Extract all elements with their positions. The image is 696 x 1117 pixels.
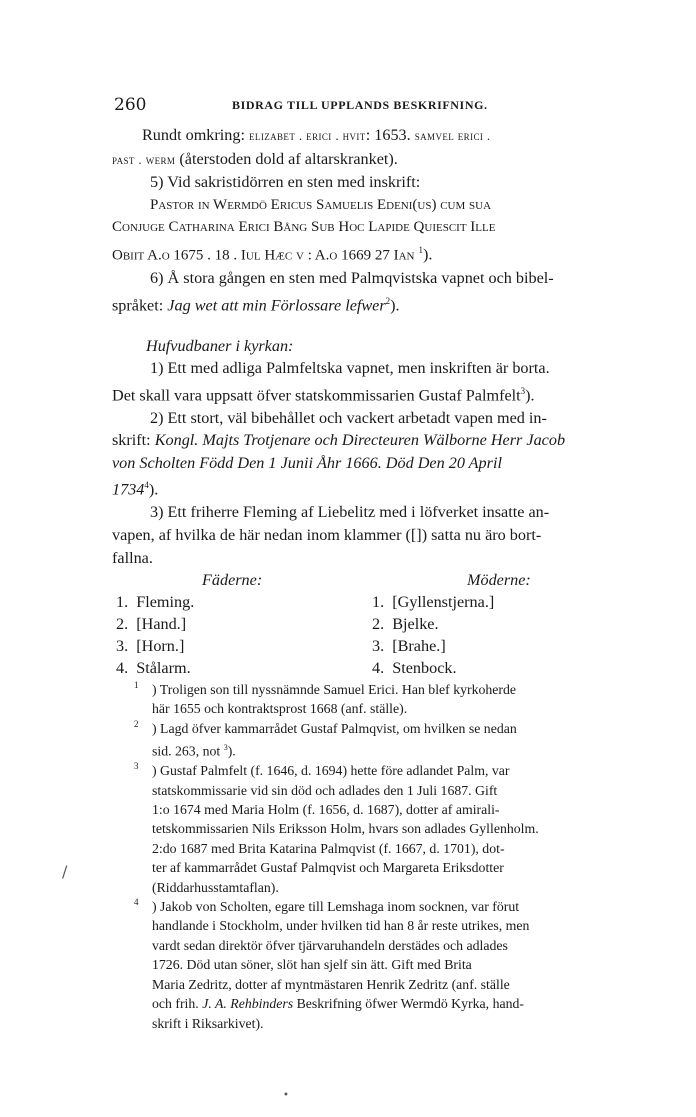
running-title: BIDRAG TILL UPPLANDS BESKRIFNING.: [232, 98, 488, 112]
inscription-line: Pastor in Wermdö Ericus Samuelis Edeni(us) cum sua: [150, 196, 492, 213]
paragraph-line: 1) Ett med adliga Palmfeltska vapnet, men inskriften är borta.: [150, 359, 550, 378]
paragraph-line: 1734$^4$).: [112, 480, 159, 499]
paragraph-line: von Scholten Född Den 1 Junii Åhr 1666. Död Den 20 April: [112, 453, 502, 472]
footnote-1: 1 ) Troligen son till nyssnämnde Samuel Erici. Han blef kyrkoherde här 1655 och kontraktsprost 1668 (anf. ställe).: [134, 680, 517, 717]
paragraph-line: 5) Vid sakristidörren en sten med inskrift:: [150, 173, 421, 192]
fatherside-heading: Fäderne:: [202, 571, 263, 590]
paragraph-line: fallna.: [112, 548, 153, 567]
pencil-mark-icon: /: [62, 862, 68, 881]
paragraph-line: skrift: Kongl. Majts Trotjenare och Directeuren Wälborne Herr Jacob: [112, 431, 566, 450]
inscription-line: Conjuge Catharina Erici Bång Sub Hoc Lapide Quiescit Ille: [112, 219, 496, 236]
footnote-4: 4 ) Jakob von Scholten, egare till Lemshaga inom socknen, var förut handlande i Stockholm, under hvilken tid han 8 år reste utrikes, men vardt sedan direktör öfver tjärvaruhandeln derstädes och adlades 1726. Död utan söner, slöt han sjelf sin ätt. Gift med Brita Maria Zedritz, dotter af myntmästaren Henrik Zedritz (anf. ställe och frih. J. A. Rehbinders Beskrifning öfwer Wermdö Kyrka, hand- skrift i Riksarkivet).: [134, 897, 530, 1031]
page-header: [112, 95, 642, 117]
paragraph-line: Det skall vara uppsatt öfver statskommissarien Gustaf Palmfelt$^3$).: [112, 385, 535, 405]
paragraph-line: vapen, af hvilka de här nedan inom klammer ([]) satta nu äro bort-: [112, 526, 542, 545]
inscription-line: Obiit A.o 1675 . 18 . Iul Hæc v : A.o 1669 27 Ian $^1$).: [112, 244, 433, 264]
ancestry-right-row: 3. [Brahe.]: [372, 637, 446, 656]
ancestry-left-row: 3. [Horn.]: [116, 637, 185, 656]
ancestry-left-row: 1. Fleming.: [116, 593, 195, 612]
paragraph-line: språket: Jag wet att min Förlossare lefwer$^2$).: [112, 295, 400, 314]
ancestry-table: [112, 569, 632, 678]
ancestry-right-row: 1. [Gyllenstjerna.]: [372, 593, 495, 612]
paragraph-line: 6) Å stora gången en sten med Palmqvistska vapnet och bibel-: [150, 268, 554, 287]
paragraph-line: 3) Ett friherre Fleming af Liebelitz med i löfverket insatte an-: [150, 503, 550, 522]
footnotes: [134, 680, 633, 1033]
ancestry-left-row: 4. Stålarm.: [116, 659, 191, 678]
ancestry-right-row: 2. Bjelke.: [372, 615, 439, 634]
main-text: [112, 124, 632, 678]
motherside-heading: Möderne:: [467, 571, 531, 590]
footnote-3: 3 ) Gustaf Palmfelt (f. 1646, d. 1694) hette före adlandet Palm, var statskommissarie vid sin död och adlades den 1 Juli 1687. Gift 1:o 1674 med Maria Holm (f. 1656, d. 1687), dotter af amirali- tetskommissarien Nils Eriksson Holm, hvars son adlades Gyllenholm. 2:do 1687 med Brita Katarina Palmqvist (f. 1667, d. 1701), dot- ter af kammarrådet Gustaf Palmqvist och Margareta Eriksdotter (Riddarhusstamtaflan).: [134, 761, 539, 895]
paragraph-line: 2) Ett stort, väl bibehållet och vackert arbetadt vapen med in-: [150, 408, 547, 427]
section-heading: Hufvudbaner i kyrkan:: [146, 336, 294, 355]
page-number: 260: [114, 95, 147, 115]
ancestry-right-row: 4. Stenbock.: [372, 659, 457, 678]
paragraph-line: Rundt omkring: elizabet . erici . hvit: 1653. samvel erici .: [142, 126, 491, 144]
ancestry-left-row: 2. [Hand.]: [116, 615, 187, 634]
footnote-2: 2 ) Lagd öfver kammarrådet Gustaf Palmqvist, om hvilken se nedan sid. 263, not $^3$).: [134, 718, 517, 759]
paragraph-line: past . werm (återstoden dold af altarskranket).: [112, 149, 398, 168]
ink-speck-icon: •: [283, 1090, 289, 1101]
